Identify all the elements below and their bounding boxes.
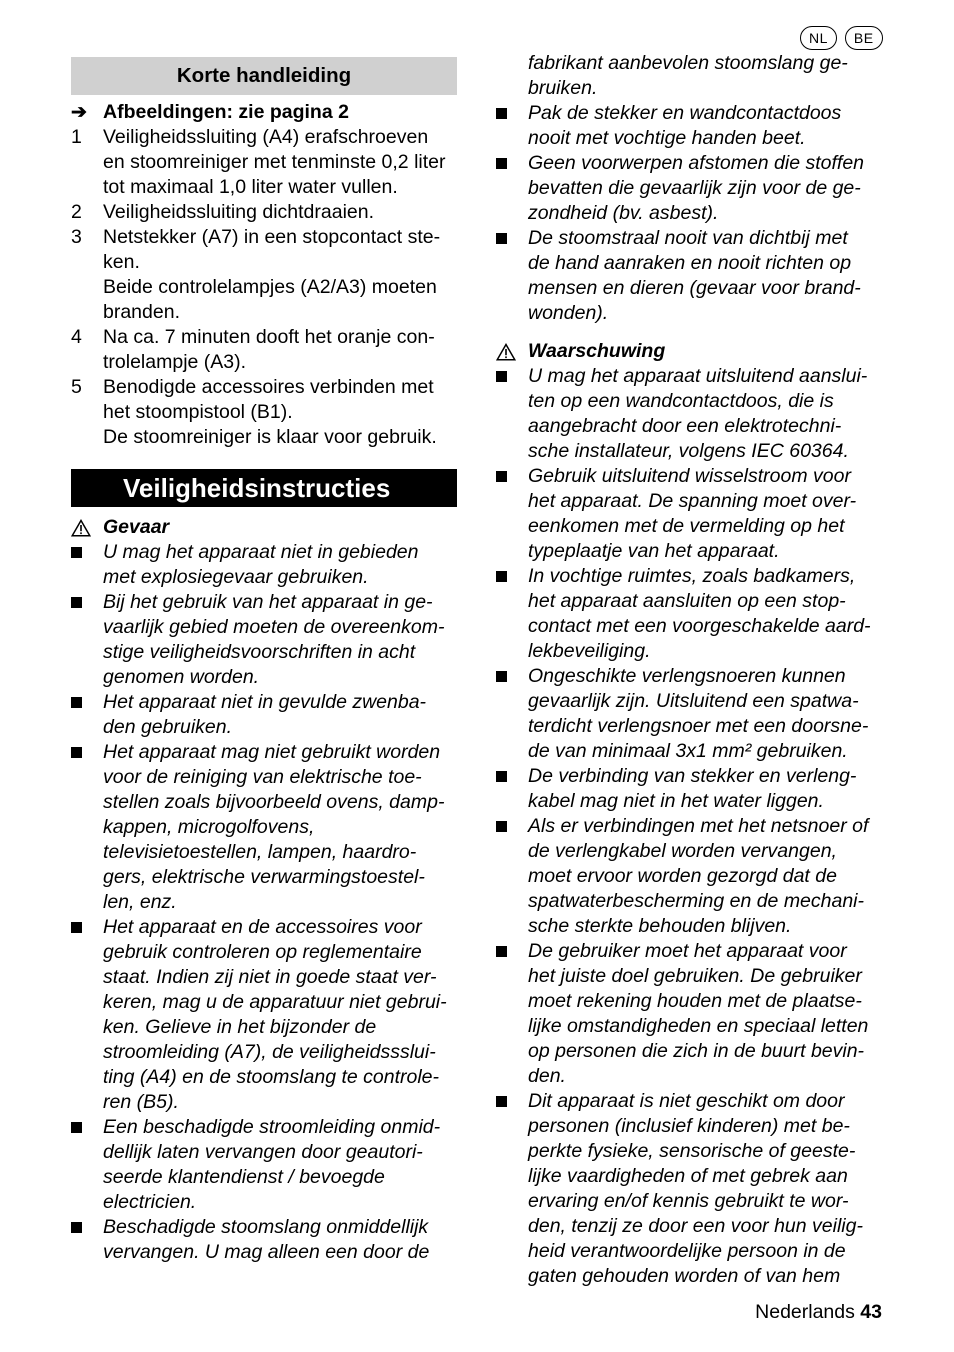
warning-triangle-icon (71, 515, 103, 540)
list-item-line: sche sterkte behouden blijven. (528, 915, 792, 937)
list-item-line: Pak de stekker en wandcontactdoos (528, 102, 842, 124)
language-badges (800, 26, 883, 50)
list-item-line: ren (B5). (103, 1091, 179, 1113)
list-item-text (528, 364, 888, 464)
bullet-square-icon (71, 915, 103, 1115)
list-item-line: de van minimaal 3x1 mm² gebruiken. (528, 740, 848, 762)
list-item-line: lijke vaardigheden of met gebrek aan (528, 1165, 848, 1187)
quick-guide-heading: Korte handleiding (71, 57, 457, 95)
step-number: 3 (71, 226, 82, 248)
list-item (496, 764, 888, 814)
bullet-square-icon (71, 590, 103, 690)
warning-label: Waarschuwing (528, 340, 666, 362)
step-text (103, 325, 457, 375)
list-item-line: sche installateur, volgens IEC 60364. (528, 440, 849, 462)
list-item-line: stroomleiding (A7), de veiligheidssslui- (103, 1041, 436, 1063)
warning-triangle-icon (496, 339, 528, 364)
lang-badge-be: BE (845, 26, 883, 50)
list-item-line: ten op een wandcontactdoos, die is (528, 390, 834, 412)
list-item-line: gaten gehouden worden of van hem (528, 1265, 841, 1287)
lang-badge-nl: NL (800, 26, 837, 50)
list-item-line: ting (A4) en de stoomslang te controle- (103, 1066, 440, 1088)
list-item (71, 540, 461, 590)
bullet-square-icon (71, 1215, 103, 1265)
bullet-square-icon (71, 1115, 103, 1215)
list-item-line: keren, mag u de apparatuur niet gebrui- (103, 991, 447, 1013)
step-text (103, 225, 457, 325)
warning-section (496, 339, 888, 1289)
list-item-line: Het apparaat en de accessoires voor (103, 916, 422, 938)
figure-reference-text: Afbeeldingen: zie pagina 2 (103, 101, 349, 123)
list-item-line: zondheid (bv. asbest). (528, 202, 719, 224)
list-item-line: heid verantwoordelijke persoon in de (528, 1240, 846, 1262)
bullet-square-icon (496, 814, 528, 939)
danger-continued-text (496, 51, 888, 101)
bullet-square-icon (496, 364, 528, 464)
list-item-line: gers, elektrische verwarmingstoestel- (103, 866, 425, 888)
bullet-square-icon (496, 226, 528, 326)
step-line: ken. (103, 251, 140, 273)
list-item (496, 1089, 888, 1289)
bullet-square-icon (496, 101, 528, 151)
step-line: trolelampje (A3). (103, 351, 247, 373)
warning-heading (496, 339, 888, 364)
bullet-square-icon (496, 939, 528, 1089)
list-item-line: bevatten die gevaarlijk zijn voor de ge- (528, 177, 861, 199)
list-item-line: met explosiegevaar gebruiken. (103, 566, 369, 588)
list-item-text (528, 151, 888, 226)
list-item (496, 151, 888, 226)
list-item-line: kabel mag niet in het water liggen. (528, 790, 824, 812)
quick-guide-steps (71, 100, 457, 450)
list-item-line: Beschadigde stoomslang onmiddellijk (103, 1216, 429, 1238)
page-footer (755, 1300, 882, 1325)
page-number: 43 (860, 1301, 882, 1323)
list-item (71, 1215, 461, 1265)
list-item-text (528, 464, 888, 564)
list-item-text (103, 690, 461, 740)
list-item-line: De stoomstraal nooit van dichtbij met (528, 227, 848, 249)
list-item-line: terdicht verlengsnoer met een doorsne- (528, 715, 869, 737)
danger-heading (71, 515, 461, 540)
continued-line: fabrikant aanbevolen stoomslang ge- (528, 52, 848, 74)
bullet-square-icon (496, 664, 528, 764)
list-item-line: de verlengkabel worden vervangen, (528, 840, 837, 862)
list-item-line: electricien. (103, 1191, 197, 1213)
list-item-line: televisietoestellen, lampen, haardro- (103, 841, 417, 863)
step-text (103, 200, 457, 225)
step-line: Beide controlelampjes (A2/A3) moeten (103, 276, 437, 298)
step-line: branden. (103, 301, 180, 323)
list-item-line: den, tenzij ze door een voor hun veilig- (528, 1215, 863, 1237)
list-item (71, 740, 461, 915)
list-item-text (103, 915, 461, 1115)
bullet-square-icon (496, 564, 528, 664)
list-item-line: genomen worden. (103, 666, 260, 688)
step-line: het stoompistool (B1). (103, 401, 293, 423)
list-item-line: U mag het apparaat uitsluitend aanslui- (528, 365, 868, 387)
list-item-line: stellen zoals bijvoorbeeld ovens, damp- (103, 791, 445, 813)
list-item (496, 226, 888, 326)
danger-section (71, 515, 461, 1265)
list-item-text (103, 1115, 461, 1215)
list-item-line: seerde klantendienst / bevoegde (103, 1166, 385, 1188)
list-item-line: De gebruiker moet het apparaat voor (528, 940, 847, 962)
list-item (496, 464, 888, 564)
list-item-line: dellijk laten vervangen door geautori- (103, 1141, 423, 1163)
list-item-text (528, 664, 888, 764)
list-item (71, 690, 461, 740)
step-line: en stoomreiniger met tenminste 0,2 liter (103, 151, 446, 173)
step-line: De stoomreiniger is klaar voor gebruik. (103, 426, 437, 448)
bullet-square-icon (71, 540, 103, 590)
danger-list-continued (496, 101, 888, 326)
list-item-text (528, 564, 888, 664)
step-line: Na ca. 7 minuten dooft het oranje con- (103, 326, 435, 348)
list-item-line: vaarlijk gebied moeten de overeenkom- (103, 616, 445, 638)
warning-list (496, 364, 888, 1289)
list-item-line: moet ervoor worden gezorgd dat de (528, 865, 837, 887)
list-item-line: mensen en dieren (gevaar voor brand- (528, 277, 861, 299)
step-item (71, 200, 457, 225)
arrow-icon: ➔ (71, 102, 87, 123)
list-item-line: contact met een voorgeschakelde aard- (528, 615, 871, 637)
list-item (71, 1115, 461, 1215)
step-number: 5 (71, 376, 82, 398)
list-item (496, 564, 888, 664)
list-item-line: op personen die zich in de buurt bevin- (528, 1040, 865, 1062)
list-item-text (528, 764, 888, 814)
list-item-line: nooit met vochtige handen beet. (528, 127, 806, 149)
list-item-line: Geen voorwerpen afstomen die stoffen (528, 152, 865, 174)
list-item-text (103, 1215, 461, 1265)
list-item (71, 915, 461, 1115)
list-item-line: Het apparaat niet in gevulde zwenba- (103, 691, 427, 713)
list-item-line: eenkomen met de vermelding op het (528, 515, 845, 537)
list-item-line: ken. Gelieve in het bijzonder de (103, 1016, 377, 1038)
list-item-line: het juiste doel gebruiken. De gebruiker (528, 965, 862, 987)
list-item-text (528, 101, 888, 151)
step-line: tot maximaal 1,0 liter water vullen. (103, 176, 398, 198)
list-item-line: vervangen. U mag alleen een door de (103, 1241, 430, 1263)
step-line: Benodigde accessoires verbinden met (103, 376, 434, 398)
list-item (496, 364, 888, 464)
list-item-line: den. (528, 1065, 566, 1087)
danger-label: Gevaar (103, 516, 170, 538)
list-item-line: len, enz. (103, 891, 177, 913)
bullet-square-icon (496, 151, 528, 226)
continued-line: bruiken. (528, 77, 598, 99)
bullet-square-icon (496, 464, 528, 564)
list-item-line: gebruik controleren op reglementaire (103, 941, 422, 963)
bullet-square-icon (71, 690, 103, 740)
step-line: Veiligheidssluiting dichtdraaien. (103, 201, 375, 223)
list-item-line: Ongeschikte verlengsnoeren kunnen (528, 665, 846, 687)
danger-list (71, 540, 461, 1265)
step-number: 4 (71, 326, 82, 348)
list-item-text (103, 590, 461, 690)
list-item-line: Als er verbindingen met het netsnoer of (528, 815, 869, 837)
figure-reference (71, 100, 457, 125)
list-item-line: spatwaterbescherming en de mechani- (528, 890, 865, 912)
step-item (71, 225, 457, 325)
list-item-text (528, 939, 888, 1089)
list-item-text (103, 740, 461, 915)
list-item-line: kappen, microgolfovens, (103, 816, 315, 838)
list-item-line: ervaring en/of kennis gebruikt te wor- (528, 1190, 849, 1212)
list-item-line: Het apparaat mag niet gebruikt worden (103, 741, 441, 763)
list-item (496, 101, 888, 151)
list-item (71, 590, 461, 690)
list-item-line: stige veiligheidsvoorschriften in acht (103, 641, 416, 663)
list-item-line: personen (inclusief kinderen) met be- (528, 1115, 850, 1137)
list-item-text (103, 540, 461, 590)
list-item-line: typeplaatje van het apparaat. (528, 540, 780, 562)
list-item-line: Bij het gebruik van het apparaat in ge- (103, 591, 433, 613)
list-item-line: aangebracht door een elektrotechni- (528, 415, 842, 437)
list-item-line: Gebruik uitsluitend wisselstroom voor (528, 465, 851, 487)
list-item (496, 939, 888, 1089)
list-item-line: lekbeveiliging. (528, 640, 651, 662)
footer-language: Nederlands (755, 1301, 855, 1323)
step-number: 2 (71, 201, 82, 223)
list-item-line: wonden). (528, 302, 609, 324)
step-item (71, 375, 457, 450)
danger-section-continued (496, 51, 888, 326)
list-item-line: De verbinding van stekker en verleng- (528, 765, 857, 787)
list-item (496, 664, 888, 764)
list-item-text (528, 226, 888, 326)
step-line: Netstekker (A7) in een stopcontact ste- (103, 226, 441, 248)
list-item-line: den gebruiken. (103, 716, 233, 738)
list-item-line: het apparaat aansluiten op een stop- (528, 590, 846, 612)
list-item-line: staat. Indien zij niet in goede staat ver- (103, 966, 437, 988)
list-item-line: perkte fysieke, sensorische of geeste- (528, 1140, 856, 1162)
bullet-square-icon (496, 1089, 528, 1289)
bullet-square-icon (71, 740, 103, 915)
step-line: Veiligheidssluiting (A4) erafschroeven (103, 126, 429, 148)
list-item-line: U mag het apparaat niet in gebieden (103, 541, 419, 563)
list-item-text (528, 1089, 888, 1289)
list-item-line: moet rekening houden met de plaatse- (528, 990, 862, 1012)
safety-heading: Veiligheidsinstructies (71, 469, 457, 507)
list-item-line: gevaarlijk zijn. Uitsluitend een spatwa- (528, 690, 859, 712)
list-item-line: Dit apparaat is niet geschikt om door (528, 1090, 845, 1112)
list-item-line: lijke omstandigheden en speciaal letten (528, 1015, 869, 1037)
list-item-line: het apparaat. De spanning moet over- (528, 490, 857, 512)
list-item-line: de hand aanraken en nooit richten op (528, 252, 852, 274)
list-item (496, 814, 888, 939)
step-text (103, 125, 457, 200)
list-item-line: In vochtige ruimtes, zoals badkamers, (528, 565, 856, 587)
list-item-line: voor de reiniging van elektrische toe- (103, 766, 422, 788)
bullet-square-icon (496, 764, 528, 814)
list-item-text (528, 814, 888, 939)
step-text (103, 375, 457, 450)
step-number: 1 (71, 126, 82, 148)
step-item (71, 325, 457, 375)
step-item (71, 125, 457, 200)
list-item-line: Een beschadigde stroomleiding onmid- (103, 1116, 441, 1138)
